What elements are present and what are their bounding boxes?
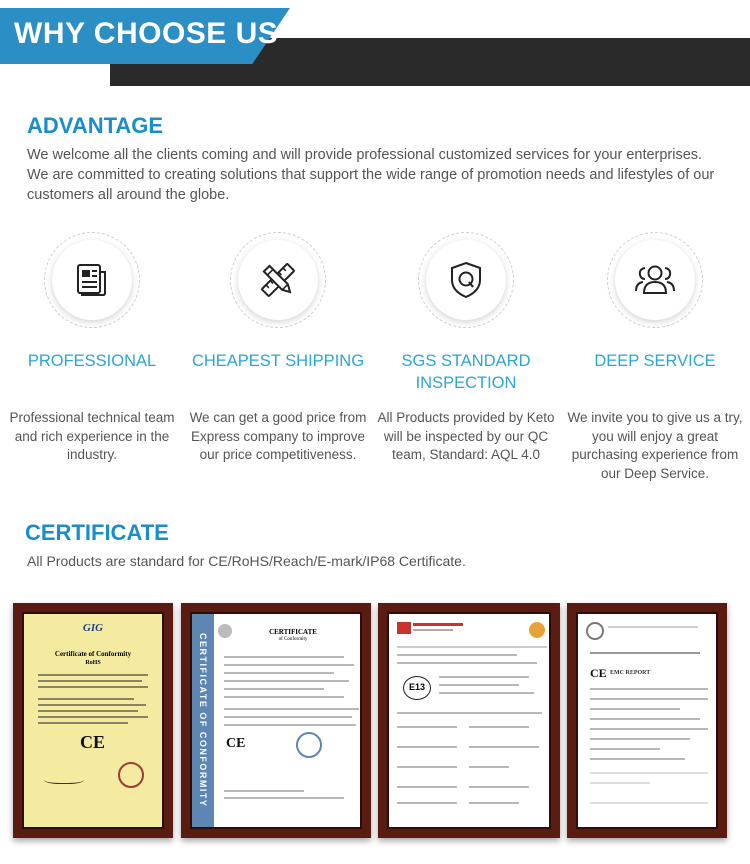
document-icon [72, 260, 112, 300]
feature-icon-ring [230, 232, 326, 328]
cert-band: CERTIFICATE OF CONFORMITY [192, 614, 214, 827]
cert-heading: CERTIFICATE [269, 628, 317, 636]
feature-desc: All Products provided by Keto will be inspected by our QC team, Standard: AQL 4.0 [377, 410, 555, 462]
cert-logo: GIG [82, 622, 104, 634]
feature-title: DEEP SERVICE [594, 352, 716, 370]
certificate-frame-rohs [13, 603, 173, 838]
feature-deep-service [565, 232, 745, 483]
ce-mark: CE [226, 736, 246, 751]
cert-heading: Certificate of Conformity [54, 650, 132, 658]
feature-sgs-inspection [376, 232, 556, 465]
certificate-image [190, 612, 362, 829]
certificate-frame-emc [567, 603, 727, 838]
certificate-frame-emark [378, 603, 560, 838]
feature-professional [2, 232, 182, 465]
header-banner [0, 0, 750, 90]
feature-icon-ring [418, 232, 514, 328]
cert-heading: EMC REPORT [610, 670, 651, 676]
pencil-ruler-icon [258, 260, 298, 300]
feature-title: CHEAPEST SHIPPING [191, 352, 365, 370]
stamp-seal [296, 732, 322, 758]
feature-title: SGS STANDARD INSPECTION [401, 352, 531, 392]
signature [44, 774, 84, 784]
feature-title: PROFESSIONAL [27, 352, 157, 370]
feature-cheapest-shipping [188, 232, 368, 465]
stamp-seal [118, 762, 144, 788]
users-icon [634, 260, 676, 300]
certificate-text: All Products are standard for CE/RoHS/Reach/E-mark/IP68 Certificate. [27, 553, 466, 569]
advantage-title: ADVANTAGE [27, 113, 164, 138]
shield-q-icon [446, 260, 486, 300]
certificate-frame-conformity [181, 603, 371, 838]
ce-mark: CE [80, 732, 106, 752]
certificate-image [576, 612, 718, 829]
feature-icon-ring [607, 232, 703, 328]
feature-icon-ring [44, 232, 140, 328]
certificate-title: CERTIFICATE [25, 520, 169, 545]
advantage-text: We welcome all the clients coming and will provide professional customized services for your enterprises. We are committed to creating solutions that support the wide range of promotion needs and lifestyles of our customers all around the globe. [27, 147, 715, 203]
feature-desc: We can get a good price from Express company to improve our price competitiveness. [189, 410, 367, 462]
certificate-image [22, 612, 164, 829]
feature-desc: We invite you to give us a try, you will enjoy a great purchasing experience from our Deep Service. [567, 410, 743, 481]
emark-symbol: E13 [403, 676, 431, 700]
feature-desc: Professional technical team and rich experience in the industry. [9, 410, 175, 462]
cert-sub: RoHS [85, 660, 101, 666]
banner-title: WHY CHOOSE US [14, 17, 279, 50]
ce-mark: CE [590, 666, 607, 680]
certificate-image [387, 612, 551, 829]
cert-sub: of Conformity [278, 637, 308, 642]
